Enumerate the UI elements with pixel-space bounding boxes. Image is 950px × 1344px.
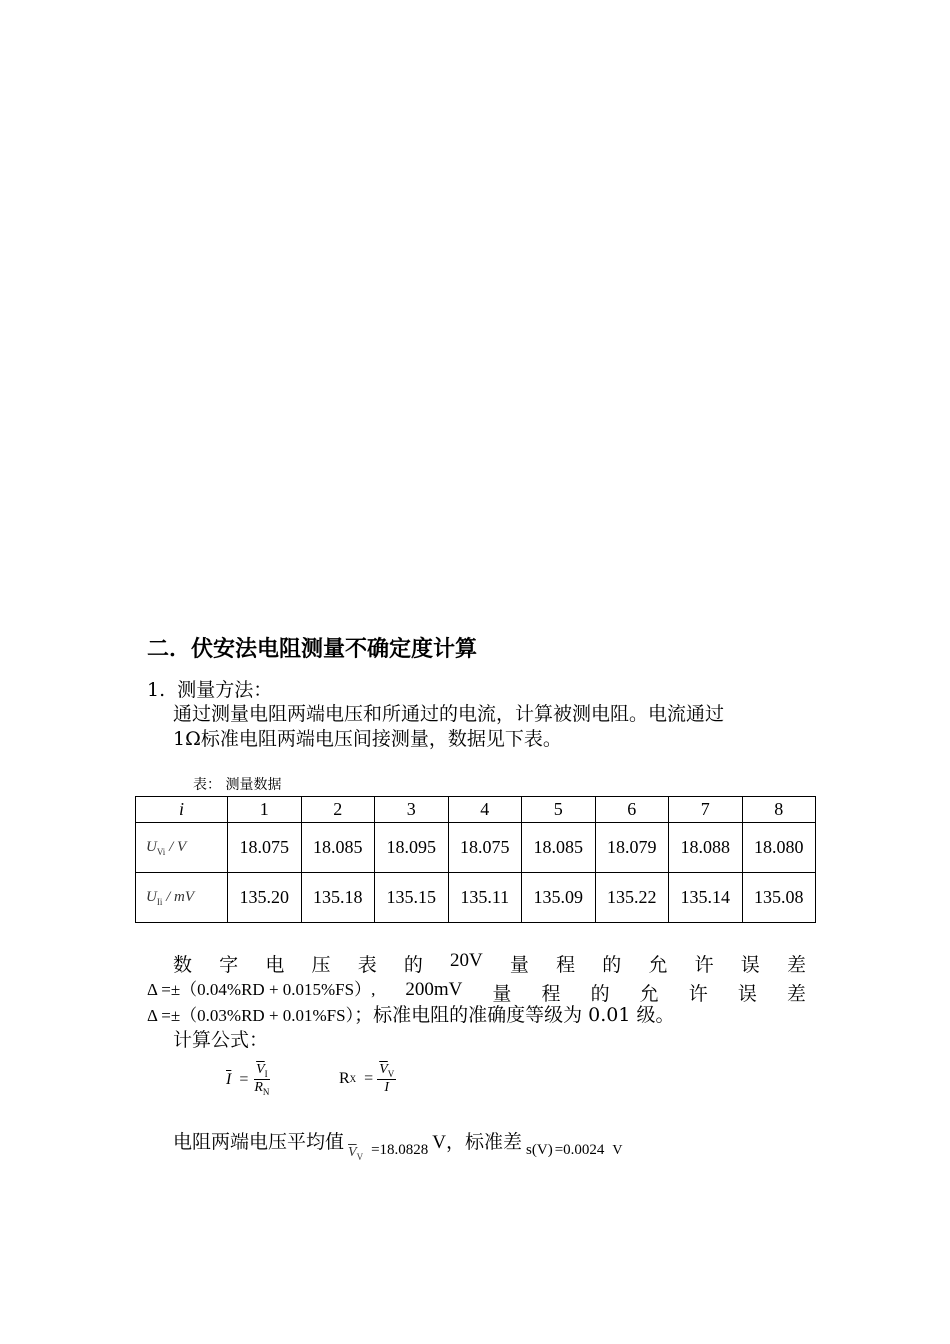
table-header-cell: 5 [522, 797, 596, 823]
error-word: 许 [688, 983, 708, 1005]
row-label-symbol: U [146, 838, 157, 855]
error-word: 允 [639, 983, 659, 1005]
row-label-voltage [136, 823, 228, 873]
error-formula-20v: Δ =±（0.04%RD + 0.015%FS）, [147, 980, 376, 999]
table-cell: 135.14 [669, 873, 743, 923]
table-cell: 18.075 [448, 823, 522, 873]
table-cell: 18.080 [742, 823, 816, 873]
table-cell: 135.18 [301, 873, 375, 923]
result-std-unit: V [612, 1143, 623, 1158]
formula-resistance-equals: = [364, 1070, 374, 1087]
row-label-current [136, 873, 228, 923]
formula-current-lhs: $\overline{I}$ [226, 1070, 232, 1088]
error-word: 量 [492, 983, 512, 1005]
table-caption: 表： 测量数据 [193, 777, 282, 793]
method-paragraph-line-1: 通过测量电阻两端电压和所通过的电流，计算被测电阻。电流通过 [173, 703, 725, 725]
error-word: 数 [173, 954, 193, 976]
error-word: 许 [694, 954, 714, 976]
table-cell: 18.085 [522, 823, 596, 873]
error-word: 的 [602, 954, 622, 976]
row-label-unit: / V [165, 838, 187, 855]
error-word: 允 [648, 954, 668, 976]
error-word: 的 [403, 954, 423, 976]
measurement-table [135, 796, 816, 923]
table-header-cell: 3 [375, 797, 449, 823]
error-word: 表 [357, 954, 377, 976]
formula-resistance-numerator-sub: V [387, 1069, 395, 1079]
formula-resistance-lhs-sub: X [349, 1074, 357, 1084]
item-1-number: 1. [147, 679, 166, 701]
error-word: 差 [786, 954, 806, 976]
row-label-unit: / mV [162, 888, 195, 905]
formula-resistance-fraction [377, 1062, 396, 1096]
formula-current-denominator: R [254, 1080, 263, 1095]
table-header-row [136, 797, 816, 823]
error-word: 差 [786, 983, 806, 1005]
table-header-cell: 2 [301, 797, 375, 823]
row-label-symbol: U [146, 888, 157, 905]
error-line-1 [173, 950, 806, 977]
table-header-cell: 6 [595, 797, 669, 823]
standard-resistor-accuracy-text: ；标准电阻的准确度等级为 0.01 级。 [354, 1004, 675, 1026]
result-average-symbol: $\overline{V}_V$ [348, 1145, 364, 1162]
table-cell: 135.09 [522, 873, 596, 923]
result-std-value: =0.0024 [554, 1142, 605, 1158]
result-average-text: 电阻两端电压平均值 [173, 1131, 345, 1153]
method-paragraph-line-2: 1Ω标准电阻两端电压间接测量，数据见下表。 [173, 728, 562, 750]
table-cell: 135.08 [742, 873, 816, 923]
formula-resistance-lhs: R [339, 1070, 350, 1087]
error-word: 200mV [405, 979, 463, 1000]
item-1-title: 测量方法： [177, 679, 273, 701]
table-cell: 18.079 [595, 823, 669, 873]
error-word: 压 [311, 954, 331, 976]
result-line [173, 1127, 623, 1162]
table-header-index: i [136, 797, 228, 823]
formula-current-fraction [252, 1062, 271, 1097]
formula-current-equals: = [239, 1070, 249, 1088]
table-cell: 18.095 [375, 823, 449, 873]
error-word: 电 [265, 954, 285, 976]
result-average-value: =18.0828 [371, 1142, 429, 1158]
formula-resistance [339, 1062, 396, 1096]
result-std-symbol: s(V) [526, 1142, 553, 1158]
table-header-cell: 8 [742, 797, 816, 823]
table-cell: 135.22 [595, 873, 669, 923]
error-word: 字 [219, 954, 239, 976]
error-word: 程 [541, 983, 561, 1005]
error-line-3 [147, 1000, 675, 1027]
error-word: 误 [737, 983, 757, 1005]
table-cell: 135.15 [375, 873, 449, 923]
formula-current-numerator: $\overline{V}$ [256, 1062, 265, 1077]
table-row-voltage [136, 823, 816, 873]
formula-current [226, 1062, 271, 1097]
table-row-current [136, 873, 816, 923]
table-header-cell: 1 [228, 797, 302, 823]
error-word: 量 [509, 954, 529, 976]
row-label-subscript: Vi [156, 846, 166, 857]
error-word: 误 [740, 954, 760, 976]
table-cell: 135.20 [228, 873, 302, 923]
error-word: 20V [450, 950, 483, 971]
formula-title: 计算公式： [173, 1029, 269, 1051]
result-unit-and-std-label: V，标准差 [432, 1132, 523, 1153]
table-header-cell: 4 [448, 797, 522, 823]
item-1-line [147, 675, 272, 702]
table-header-cell: 7 [669, 797, 743, 823]
formula-current-denominator-sub: N [262, 1087, 270, 1097]
formula-resistance-numerator: $\overline{V}$ [379, 1062, 388, 1077]
table-cell: 18.088 [669, 823, 743, 873]
table-cell: 18.075 [228, 823, 302, 873]
section-heading: 二．伏安法电阻测量不确定度计算 [147, 637, 478, 662]
formula-current-numerator-sub: I [264, 1069, 268, 1079]
error-word: 程 [556, 954, 576, 976]
row-label-subscript: Ii [156, 896, 163, 907]
error-formula-200mv: Δ =±（0.03%RD + 0.01%FS） [147, 1006, 355, 1025]
table-cell: 18.085 [301, 823, 375, 873]
error-word: 的 [590, 983, 610, 1005]
table-cell: 135.11 [448, 873, 522, 923]
formula-resistance-denominator: I [384, 1080, 390, 1095]
